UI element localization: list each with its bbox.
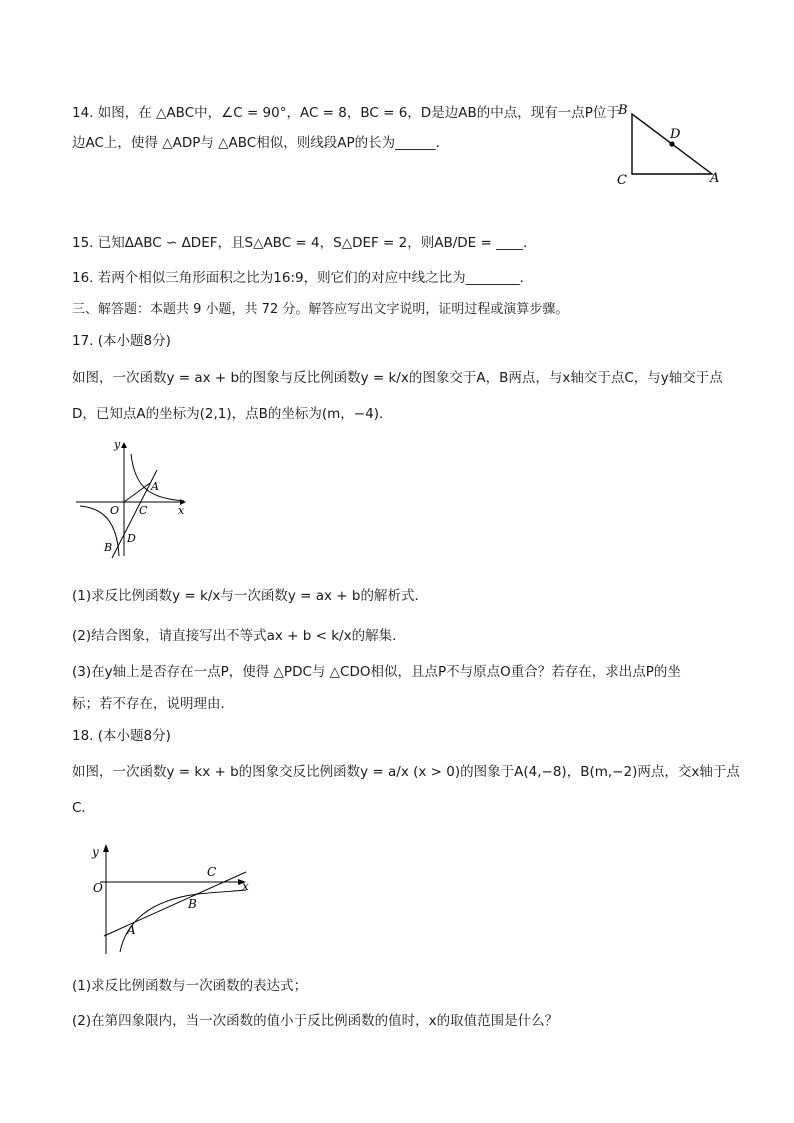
label-x: x [242, 879, 249, 893]
q17-line1: 如图，一次函数y = ax + b的图象与反比例函数y = k/x的图象交于A，B两点，与x轴交于点C，与y轴交于点 [72, 370, 723, 386]
label-a: A [710, 171, 720, 186]
label-c: C [207, 865, 217, 879]
label-c: C [139, 504, 148, 517]
label-a: A [127, 923, 136, 937]
q18-header: 18. (本小题8分) [72, 728, 171, 744]
section3-heading: 三、解答题：本题共 9 小题，共 72 分。解答应写出文字说明，证明过程或演算步骤。 [72, 302, 569, 317]
label-o: O [93, 881, 103, 895]
label-b: B [104, 541, 113, 554]
q17-part2: (2)结合图象，请直接写出不等式ax + b < k/x的解集． [72, 628, 406, 644]
q14-line2: 边AC上，使得 △ADP与 △ABC相似，则线段AP的长为______． [72, 135, 450, 151]
q16-text: 16. 若两个相似三角形面积之比为16:9，则它们的对应中线之比为________． [72, 270, 534, 286]
label-y: y [92, 845, 99, 859]
q17-header: 17. (本小题8分) [72, 333, 171, 349]
q17-part3-line2: 标；若不存在，说明理由． [72, 696, 234, 712]
label-x: x [178, 504, 185, 517]
q17-graph-figure [72, 432, 194, 560]
q17-part3-line1: (3)在y轴上是否存在一点P，使得 △PDC与 △CDO相似，且点P不与原点O重合？若存在，求出点P的坐 [72, 664, 681, 680]
label-o: O [110, 504, 120, 517]
q18-part2: (2)在第四象限内，当一次函数的值小于反比例函数的值时，x的取值范围是什么？ [72, 1013, 559, 1029]
q14-triangle-figure [612, 98, 730, 190]
label-b: B [618, 103, 628, 118]
q17-part1: (1)求反比例函数y = k/x与一次函数y = ax + b的解析式． [72, 588, 428, 604]
label-c: C [617, 173, 627, 188]
q18-line2: C． [72, 800, 95, 816]
hyperbola-q4 [120, 890, 246, 952]
label-y: y [114, 438, 121, 451]
y-axis-arrow [103, 844, 109, 852]
y-axis-arrow [121, 442, 127, 448]
oa-segment [124, 483, 150, 502]
point-d [669, 141, 674, 146]
q18-graph-figure [86, 838, 256, 956]
q18-line1: 如图，一次函数y = kx + b的图象交反比例函数y = a/x (x > 0)的图象于A(4,−8)，B(m,−2)两点，交x轴于点 [72, 764, 740, 780]
q15-text: 15. 已知ΔABC ∽ ΔDEF，且S△ABC = 4，S△DEF = 2，则AB/DE = ____． [72, 235, 537, 251]
hyperbola-q1 [131, 454, 184, 501]
q14-line1: 14. 如图，在 △ABC中，∠C = 90°，AC = 8，BC = 6，D是边AB的中点，现有一点P位于 [72, 105, 620, 121]
q17-line2: D，已知点A的坐标为(2,1)，点B的坐标为(m，−4)． [72, 406, 393, 422]
label-d: D [127, 532, 136, 545]
label-d: D [670, 127, 681, 142]
q18-part1: (1)求反比例函数与一次函数的表达式； [72, 978, 308, 994]
label-b: B [188, 897, 197, 911]
label-a: A [151, 480, 159, 493]
